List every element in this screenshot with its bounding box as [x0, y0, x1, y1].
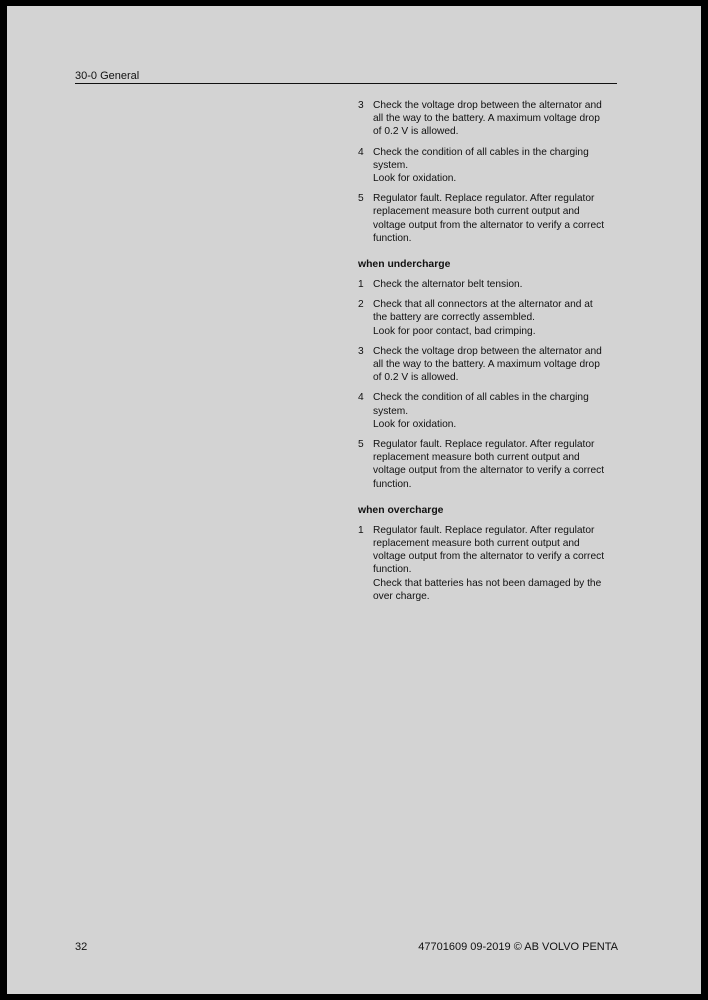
- step-text-line: over charge.: [373, 590, 430, 602]
- step-text-line: system.: [373, 159, 409, 171]
- step-text-line: replacement measure both current output and: [373, 538, 580, 550]
- step-text-line: Look for poor contact, bad crimping.: [373, 325, 536, 337]
- step-item: [358, 298, 620, 338]
- undercharge-step-list: [358, 278, 620, 491]
- step-number: 3: [358, 345, 364, 357]
- step-number: 5: [358, 193, 364, 205]
- step-text-line: Check the condition of all cables in the charging: [373, 146, 589, 158]
- step-item: [358, 438, 620, 491]
- step-text-line: Regulator fault. Replace regulator. After regulator: [373, 524, 595, 536]
- step-text-line: Check that all connectors at the alternator and at: [373, 299, 593, 311]
- undercharge-heading: when undercharge: [358, 259, 451, 271]
- step-text-line: voltage output from the alternator to verify a correct: [373, 219, 605, 231]
- step-item: [358, 146, 620, 186]
- step-text-line: system.: [373, 405, 409, 417]
- step-number: 4: [358, 146, 364, 158]
- step-text: [373, 278, 620, 291]
- step-text: [373, 298, 620, 338]
- step-number: 3: [358, 100, 364, 111]
- overcharge-heading: when overcharge: [358, 504, 444, 516]
- step-text-line: Check that batteries has not been damaged by the: [373, 577, 602, 589]
- section-header-title: 30-0 General: [75, 70, 140, 82]
- step-item: [358, 391, 620, 431]
- step-text: [373, 438, 620, 491]
- step-text: [373, 391, 620, 431]
- document-info: 47701609 09-2019 © AB VOLVO PENTA: [418, 941, 618, 953]
- step-text: [373, 192, 620, 245]
- step-number: 4: [358, 392, 364, 404]
- step-text-line: Check the condition of all cables in the charging: [373, 392, 589, 404]
- step-text: [373, 345, 620, 385]
- step-text-line: Look for oxidation.: [373, 173, 457, 185]
- step-text-line: Check the voltage drop between the alternator and: [373, 345, 602, 357]
- step-number: 1: [358, 279, 364, 291]
- step-text-line: Look for oxidation.: [373, 418, 457, 430]
- step-number: 5: [358, 439, 364, 451]
- step-text-line: the battery are correctly assembled.: [373, 312, 535, 324]
- step-text-line: replacement measure both current output and: [373, 452, 580, 464]
- step-text-line: function.: [373, 478, 412, 490]
- step-text-line: function.: [373, 564, 412, 576]
- step-text-line: voltage output from the alternator to verify a correct: [373, 551, 605, 563]
- step-text: [373, 146, 620, 186]
- overcharge-step-list: [358, 524, 620, 603]
- procedure-content: [358, 99, 620, 610]
- step-text-line: function.: [373, 232, 412, 244]
- step-text: [373, 99, 620, 139]
- step-text-line: all the way to the battery. A maximum voltage drop: [373, 359, 600, 371]
- step-text-line: of 0.2 V is allowed.: [373, 372, 459, 384]
- step-item: [358, 524, 620, 603]
- step-item: [358, 345, 620, 385]
- step-text-line: all the way to the battery. A maximum voltage drop: [373, 113, 600, 125]
- step-text: [373, 524, 620, 603]
- header-divider: [75, 83, 617, 84]
- step-number: 2: [358, 299, 364, 311]
- step-text-line: Regulator fault. Replace regulator. After regulator: [373, 193, 595, 205]
- document-page: [7, 6, 701, 994]
- step-text-line: replacement measure both current output and: [373, 206, 580, 218]
- step-text-line: Check the voltage drop between the alternator and: [373, 100, 602, 111]
- step-text-line: Check the alternator belt tension.: [373, 279, 523, 291]
- intro-step-list: [358, 99, 620, 245]
- step-item: [358, 99, 620, 139]
- step-number: 1: [358, 524, 364, 536]
- step-item: [358, 278, 620, 291]
- step-text-line: Regulator fault. Replace regulator. After regulator: [373, 439, 595, 451]
- step-text-line: of 0.2 V is allowed.: [373, 126, 459, 138]
- page-number: 32: [75, 941, 88, 953]
- step-item: [358, 192, 620, 245]
- step-text-line: voltage output from the alternator to verify a correct: [373, 465, 605, 477]
